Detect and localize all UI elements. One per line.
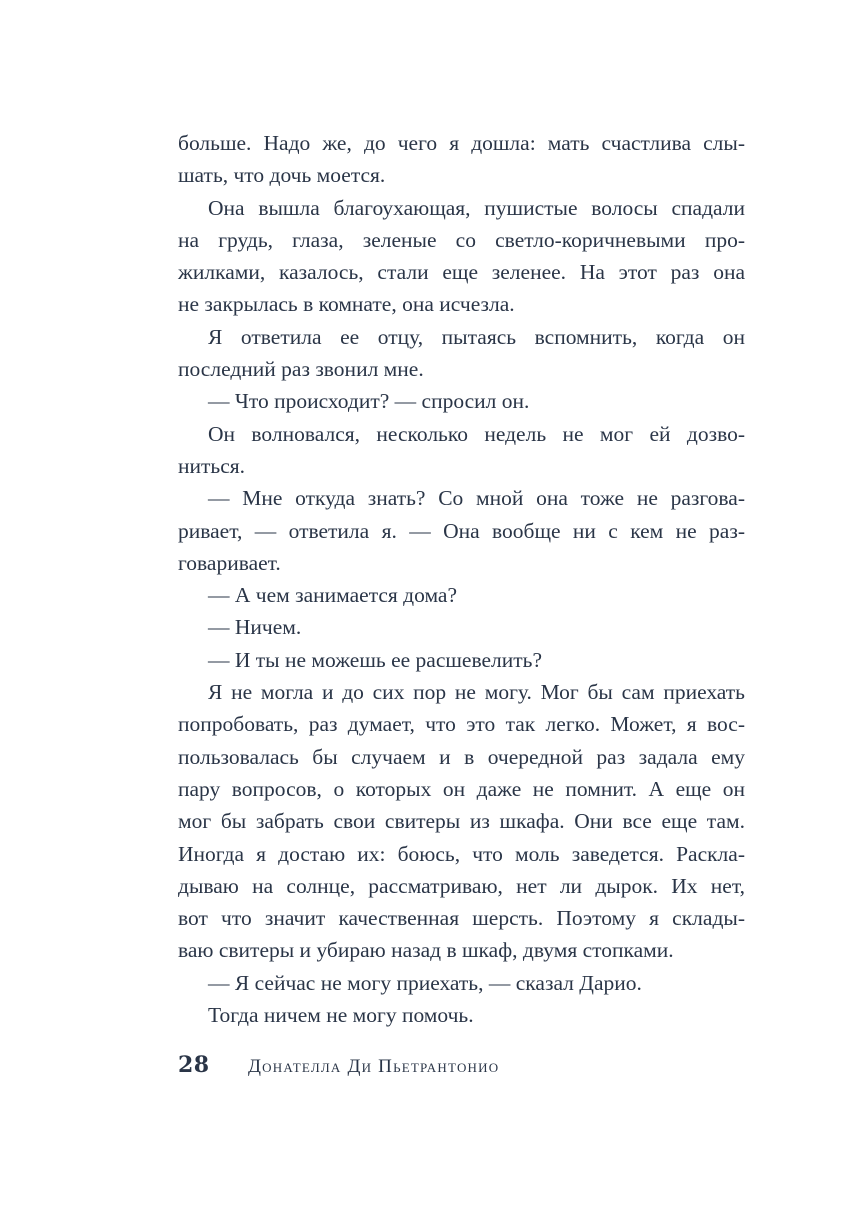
text-line: ривает, — ответила я. — Она вообще ни с кем не раз-: [178, 518, 745, 543]
text-line: Она вышла благоухающая, пушистые волосы спадали: [208, 195, 745, 220]
text-line: дываю на солнце, рассматриваю, нет ли дырок. Их нет,: [178, 873, 745, 898]
text-line: ниться.: [178, 453, 246, 478]
text-line: попробовать, раз думает, что это так легко. Может, я вос-: [178, 712, 745, 737]
text-line: — И ты не можешь ее расшевелить?: [208, 647, 543, 672]
page-footer: [178, 1052, 499, 1084]
text-line: пару вопросов, о которых он даже не помнит. А еще он: [178, 776, 745, 801]
text-line: пользовалась бы случаем и в очередной раз задала ему: [178, 744, 745, 769]
text-line: — Мне откуда знать? Со мной она тоже не разгова-: [208, 486, 745, 511]
text-line: шать, что дочь моется.: [178, 163, 386, 188]
text-line: Тогда ничем не могу помочь.: [208, 1003, 474, 1028]
text-line: не закрылась в комнате, она исчезла.: [178, 292, 515, 317]
text-line: говаривает.: [178, 550, 281, 575]
text-line: на грудь, глаза, зеленые со светло-коричневыми про-: [178, 227, 745, 252]
text-line: вот что значит качественная шерсть. Поэтому я склады-: [178, 906, 745, 931]
body-text: [178, 127, 745, 1031]
page-number: 28: [178, 1052, 210, 1078]
text-line: больше. Надо же, до чего я дошла: мать счастлива слы-: [178, 131, 745, 155]
text-line: Иногда я достаю их: боюсь, что моль заведется. Раскла-: [178, 841, 745, 866]
text-line: — Я сейчас не могу приехать, — сказал Дарио.: [208, 970, 642, 995]
text-line: Он волновался, несколько недель не мог ей дозво-: [208, 421, 745, 446]
text-line: — Что происходит? — спросил он.: [208, 389, 530, 414]
text-line: ваю свитеры и убираю назад в шкаф, двумя стопками.: [178, 938, 674, 963]
text-line: Я не могла и до сих пор не могу. Мог бы сам приехать: [208, 680, 745, 705]
running-head-author: Донателла Ди Пьетрантонио: [248, 1056, 500, 1077]
text-line: — А чем занимается дома?: [208, 583, 457, 608]
text-line: — Ничем.: [208, 615, 302, 640]
text-line: мог бы забрать свои свитеры из шкафа. Они все еще там.: [178, 809, 745, 834]
text-line: последний раз звонил мне.: [178, 357, 424, 382]
text-line: Я ответила ее отцу, пытаясь вспомнить, когда он: [208, 324, 745, 349]
text-line: жилками, казалось, стали еще зеленее. На этот раз она: [178, 260, 745, 285]
